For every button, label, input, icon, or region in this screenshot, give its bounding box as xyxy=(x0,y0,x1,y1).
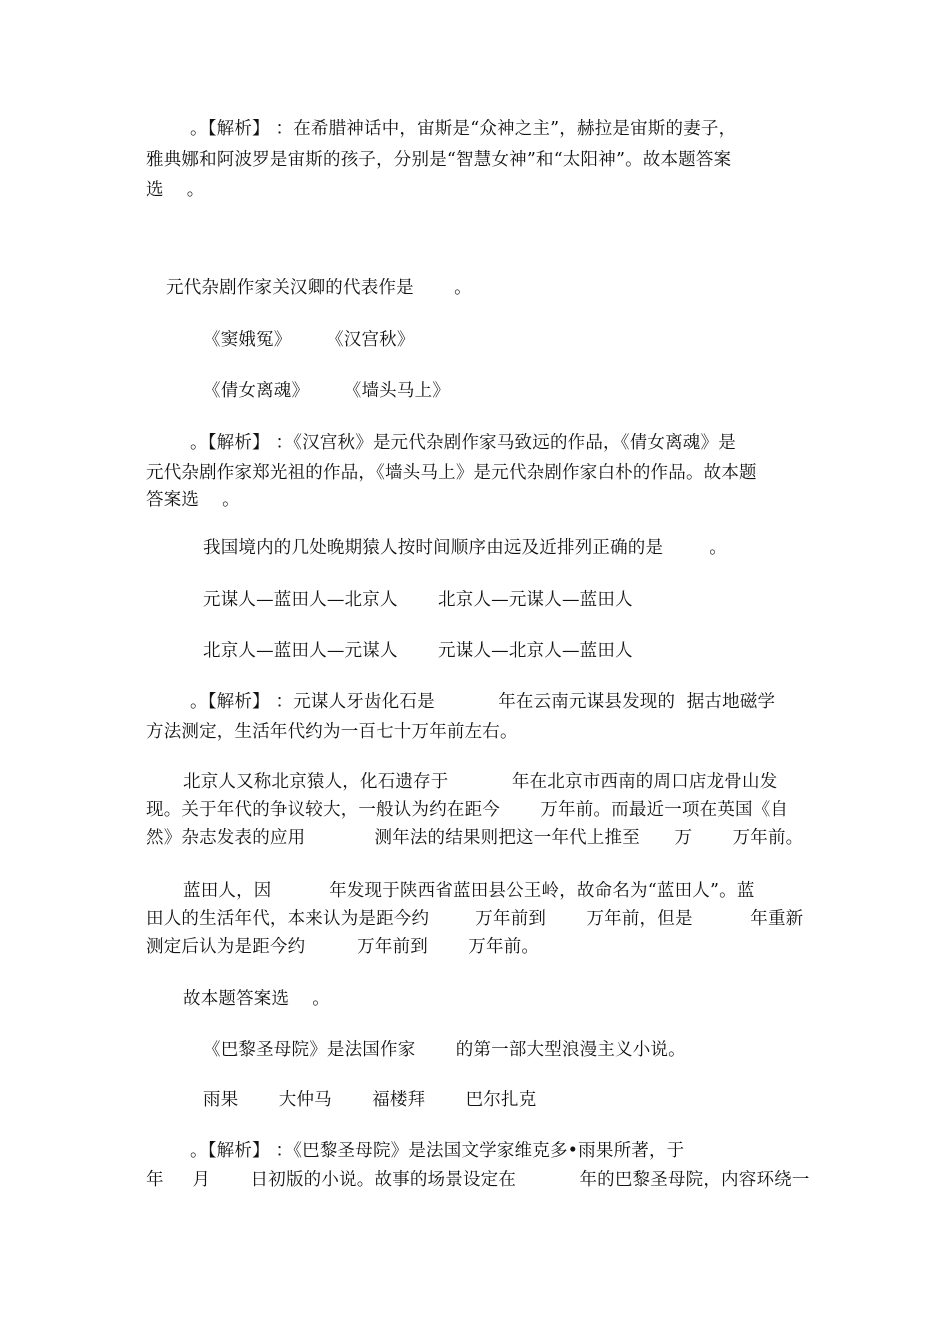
q3-options-row2: 北京人—蓝田人—元谋人 元谋人—北京人—蓝田人 xyxy=(203,641,633,661)
q1-analysis-line-3: 选 。 xyxy=(146,180,205,200)
q3-analysis-2-line-1: 北京人又称北京猿人，化石遗存于 年在北京市西南的周口店龙骨山发 xyxy=(183,772,778,792)
q3-analysis-2-line-2: 现。关于年代的争议较大，一般认为约在距今 万年前。而最近一项在英国《自 xyxy=(146,800,789,820)
q3-analysis-3-line-2: 田人的生活年代，本来认为是距今约 万年前到 万年前，但是 年重新 xyxy=(146,909,804,929)
q3-options-row1: 元谋人—蓝田人—北京人 北京人—元谋人—蓝田人 xyxy=(203,590,633,610)
q2-options-row2: 《倩女离魂》 《墙头马上》 xyxy=(203,381,450,401)
q4-question: 《巴黎圣母院》是法国作家 的第一部大型浪漫主义小说。 xyxy=(203,1040,686,1060)
q2-question: 元代杂剧作家关汉卿的代表作是 。 xyxy=(166,278,472,298)
q4-options: 雨果 大仲马 福楼拜 巴尔扎克 xyxy=(203,1090,537,1110)
q2-analysis-line-3: 答案选 。 xyxy=(146,490,240,510)
q2-analysis-line-1: 。【解析】 ：《汉宫秋》是元代杂剧作家马致远的作品，《倩女离魂》是 xyxy=(190,433,736,453)
q4-analysis-line-1: 。【解析】 ：《巴黎圣母院》是法国文学家维克多•雨果所著，于 xyxy=(190,1141,685,1161)
q3-analysis-3-line-3: 测定后认为是距今约 万年前到 万年前。 xyxy=(146,937,540,957)
q2-analysis-line-2: 元代杂剧作家郑光祖的作品，《墙头马上》是元代杂剧作家白朴的作品。故本题 xyxy=(146,463,757,483)
q2-options-row1: 《窦娥冤》 《汉宫秋》 xyxy=(203,330,415,350)
q1-analysis-line-2: 雅典娜和阿波罗是宙斯的孩子，分别是“智慧女神”和“太阳神”。故本题答案 xyxy=(146,150,732,170)
q4-analysis-line-2: 年 月 日初版的小说。故事的场景设定在 年的巴黎圣母院，内容环绕一 xyxy=(146,1170,810,1190)
q3-analysis-1-line-1: 。【解析】 ：元谋人牙齿化石是 年在云南元谋县发现的 据古地磁学 xyxy=(190,692,776,712)
q3-analysis-1-line-2: 方法测定，生活年代约为一百七十万年前左右。 xyxy=(146,722,518,742)
q1-analysis-line-1: 。【解析】 ：在希腊神话中，宙斯是“众神之主”，赫拉是宙斯的妻子， xyxy=(190,119,737,139)
q3-conclusion: 故本题答案选 。 xyxy=(183,989,330,1009)
q3-analysis-2-line-3: 然》杂志发表的应用 测年法的结果则把这一年代上推至 万 万年前。 xyxy=(146,828,804,848)
q3-question: 我国境内的几处晚期猿人按时间顺序由远及近排列正确的是 。 xyxy=(203,538,727,558)
q3-analysis-3-line-1: 蓝田人，因 年发现于陕西省蓝田县公王岭，故命名为“蓝田人”。蓝 xyxy=(183,881,755,901)
